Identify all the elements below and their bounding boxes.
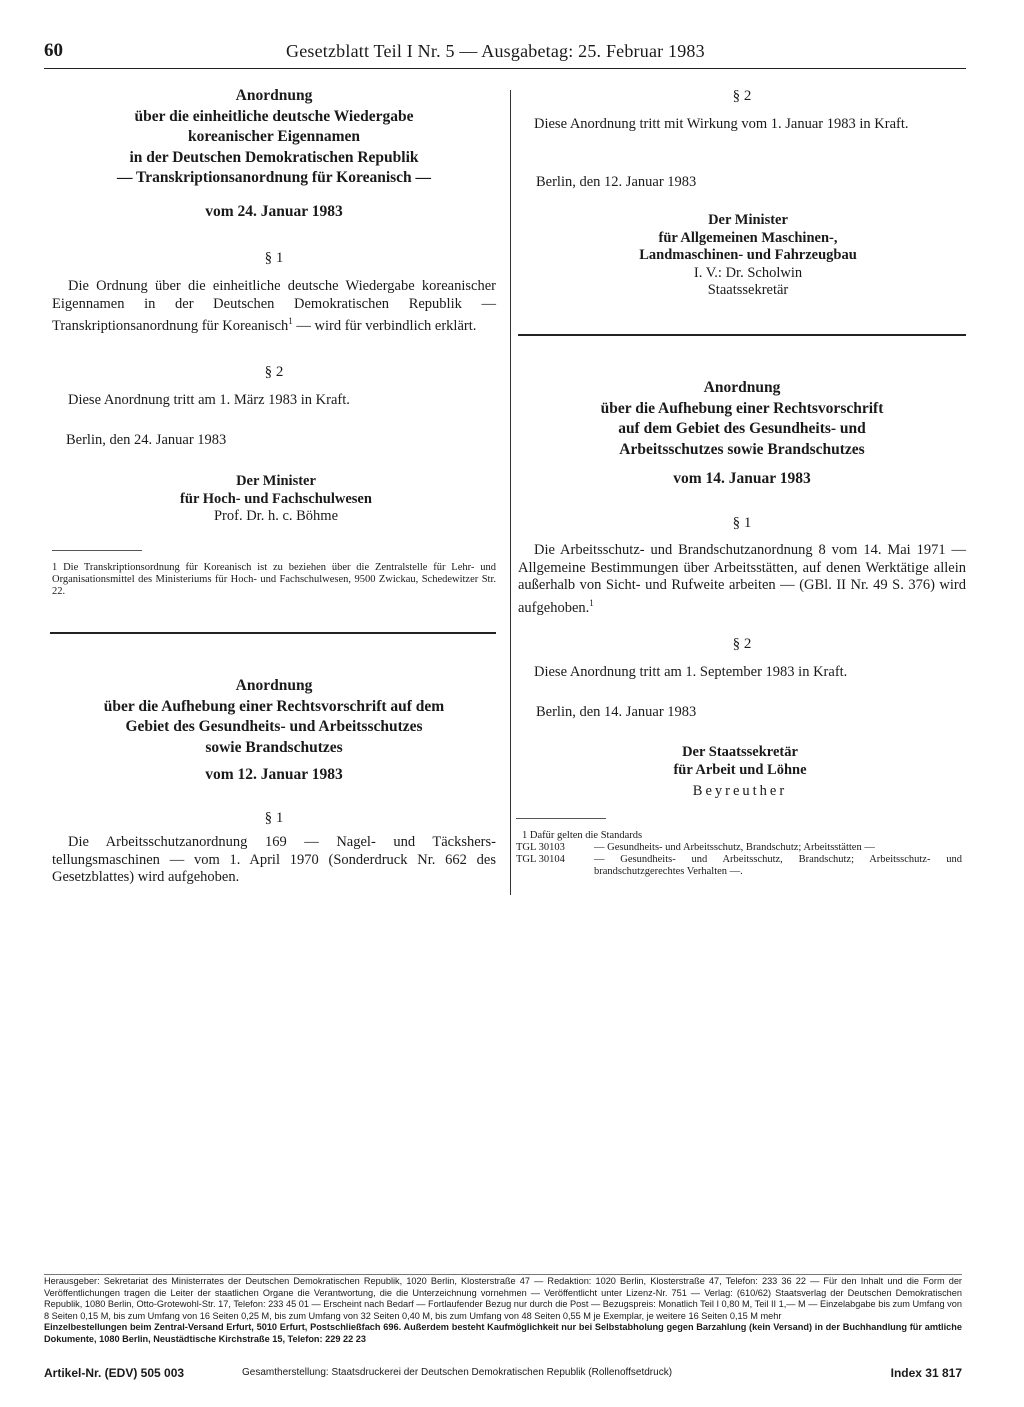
- signature-name: Prof. Dr. h. c. Böhme: [213, 508, 339, 524]
- signature-line: Der Minister: [708, 212, 788, 228]
- signature-role: Staatssekretär: [707, 282, 789, 298]
- footnote-rule: [516, 818, 606, 819]
- ord2-title-line: Anordnung: [235, 677, 313, 694]
- ord3-title-line: über die Aufhebung einer Rechtsvorschrift: [600, 399, 884, 417]
- index-number: Index 31 817: [890, 1366, 962, 1380]
- ord3-signature: [580, 744, 900, 801]
- ord2-signature: [588, 212, 908, 300]
- signature-line: für Hoch- und Fachschulwesen: [180, 490, 372, 507]
- ord2-title: [52, 676, 496, 758]
- ord3-footnote: [516, 830, 962, 878]
- signature-line: Landmaschinen- und Fahrzeugbau: [639, 247, 857, 263]
- ord1-title-line: — Transkriptionsanordnung für Koreanisch —: [116, 169, 432, 186]
- footnote-row: [516, 842, 962, 854]
- ord1-par2-mark: § 2: [264, 364, 284, 380]
- ord1-title: [52, 86, 496, 189]
- ord2-place-date: Berlin, den 12. Januar 1983: [536, 174, 697, 190]
- ord1-date: vom 24. Januar 1983: [205, 203, 343, 220]
- imprint: [44, 1276, 962, 1346]
- header-rule: [44, 68, 966, 69]
- ord1-signature: [116, 473, 436, 526]
- ord1-par1-text: [52, 278, 496, 335]
- ord2-title-line: sowie Brandschutzes: [205, 738, 343, 756]
- section-rule: [50, 632, 496, 634]
- ord3-title-line: Anordnung: [703, 379, 781, 396]
- ord3-par1-mark: § 1: [732, 515, 752, 531]
- ord1-par2-text: Diese Anordnung tritt am 1. März 1983 in Kraft.: [68, 392, 350, 408]
- signature-line: Der Minister: [236, 473, 316, 489]
- footnote-intro: 1 Dafür gelten die Standards: [522, 830, 643, 841]
- running-title: Gesetzblatt Teil I Nr. 5 — Ausgabetag: 25. Februar 1983: [286, 41, 705, 61]
- ord2-par2-text: Diese Anordnung tritt mit Wirkung vom 1. Januar 1983 in Kraft.: [534, 116, 909, 132]
- imprint-rule: [44, 1274, 962, 1275]
- ord2-par1-mark: § 1: [264, 810, 284, 826]
- tgl-code: TGL 30103: [516, 842, 565, 853]
- ord1-title-line: in der Deutschen Demokratischen Republik: [129, 148, 419, 166]
- ord1-title-line: koreanischer Eigennamen: [187, 128, 361, 145]
- imprint-order-info: Einzelbestellungen beim Zentral-Versand Erfurt, 5010 Erfurt, Postschließfach 696. Außerdem besteht Kaufmöglichkeit nur bei Selbstabholung gegen Barzahlung (kein Versand) in der Buchhandlung für amtliche Dokumente, 1080 Berlin, Neustädtische Kirchstraße 15, Telefon: 229 22 23: [44, 1322, 962, 1344]
- ord3-title-line: auf dem Gebiet des Gesundheits- und: [618, 420, 866, 437]
- tgl-text: — Gesundheits- und Arbeitsschutz, Brandschutz; Arbeitsschutz- und brandschutzgerechtes Verhalten —.: [594, 854, 962, 877]
- footnote-ref: 1: [589, 597, 594, 608]
- imprint-bottom-row: [44, 1366, 962, 1382]
- ord2-title-line: über die Aufhebung einer Rechtsvorschrift auf dem: [103, 697, 445, 715]
- ord3-title: [518, 378, 966, 460]
- article-number: Artikel-Nr. (EDV) 505 003: [44, 1366, 185, 1380]
- page-header: [44, 40, 966, 68]
- footnote-row: [516, 854, 962, 878]
- ord3-par1-body: Die Arbeitsschutz- und Brandschutzanordnung 8 vom 14. Mai 1971 — Allgemeine Bestimmungen über Arbeitsstätten, auf denen Werktätige allein außerhalb von Sicht- und Rufweite arbeiten — (GBl. II Nr. 49 S. 376) wird aufgehoben.: [518, 542, 966, 616]
- ord2-par1-text: Die Arbeitsschutzanordnung 169 — Nagel- und Täcksherstellungsmaschinen — vom 1. April 1970 (Sonderdruck Nr. 662 des Gesetzblattes) wird aufgehoben.: [52, 834, 496, 885]
- ord3-place-date: Berlin, den 14. Januar 1983: [536, 704, 697, 720]
- footnote-ref: 1: [288, 316, 293, 326]
- signature-name: Beyreuther: [692, 783, 788, 799]
- ord1-title-line: über die einheitliche deutsche Wiedergabe: [134, 107, 414, 125]
- ord3-date: vom 14. Januar 1983: [673, 470, 811, 487]
- ord1-par1-body: Die Ordnung über die einheitliche deutsche Wiedergabe koreanischer Eigennamen in der Deutschen Demokratischen Republik — Transkriptionsanordnung für Koreanisch: [52, 278, 496, 334]
- ord2-par2-mark: § 2: [732, 88, 752, 104]
- ord2-date: vom 12. Januar 1983: [205, 766, 343, 783]
- tgl-code: TGL 30104: [516, 854, 565, 865]
- ord3-par1-text: [518, 542, 966, 617]
- signature-name: I. V.: Dr. Scholwin: [693, 264, 803, 281]
- printer-info: Gesamtherstellung: Staatsdruckerei der Deutschen Demokratischen Republik (Rollenoffsetdruck): [242, 1367, 673, 1378]
- ord1-title-line: Anordnung: [235, 87, 313, 104]
- signature-line: für Arbeit und Löhne: [673, 761, 807, 778]
- ord3-par2-text: Diese Anordnung tritt am 1. September 1983 in Kraft.: [534, 664, 848, 680]
- ord1-place-date: Berlin, den 24. Januar 1983: [66, 432, 227, 448]
- ord1-par1-mark: § 1: [264, 250, 284, 266]
- footnote-rule: [52, 550, 142, 551]
- tgl-text: — Gesundheits- und Arbeitsschutz, Brandschutz; Arbeitsstätten —: [594, 842, 875, 853]
- page-number: 60: [44, 40, 63, 61]
- column-divider: [510, 90, 511, 895]
- ord3-par2-mark: § 2: [732, 636, 752, 652]
- ord1-footnote: 1 Die Transkriptionsordnung für Koreanisch ist zu beziehen über die Zentralstelle für Lehr- und Organisationsmittel des Ministeriums für Hoch- und Fachschulwesen, 9500 Zwickau, Schedewitzer Str. 22.: [52, 562, 496, 597]
- imprint-text: Herausgeber: Sekretariat des Ministerrates der Deutschen Demokratischen Republik, 1020 Berlin, Klosterstraße 47 — Redaktion: 1020 Berlin, Klosterstraße 47, Telefon: 233 36 22 — Für den Inhalt und die Form der Veröffentlichungen tragen die Leiter der staatlichen Organe die Verantwortung, die die Unterzeichnung vornehmen — Veröffentlicht unter Lizenz-Nr. 751 — Verlag: (610/62) Staatsverlag der Deutschen Demokratischen Republik, 1080 Berlin, Otto-Grotewohl-Str. 17, Telefon: 233 45 01 — Erscheint nach Bedarf — Fortlaufender Bezug nur durch die Post — Bezugspreis: Monatlich Teil I 0,80 M, Teil II 1,— M — Einzelabgabe bis zum Umfang von 8 Seiten 0,15 M, bis zum Umfang von 16 Seiten 0,25 M, bis zum Umfang von 32 Seiten 0,40 M, bis zum Umfang von 48 Seiten 0,55 M je Exemplar, je weitere 16 Seiten 0,15 M mehr: [44, 1276, 962, 1321]
- signature-line: Der Staatssekretär: [682, 744, 798, 760]
- ord1-par1-end: — wird für verbindlich erklärt.: [292, 317, 477, 334]
- ord3-title-line: Arbeitsschutzes sowie Brandschutzes: [619, 440, 865, 458]
- signature-line: für Allgemeinen Maschinen-,: [658, 229, 838, 246]
- ord2-title-line: Gebiet des Gesundheits- und Arbeitsschutzes: [125, 718, 423, 735]
- section-rule: [518, 334, 966, 336]
